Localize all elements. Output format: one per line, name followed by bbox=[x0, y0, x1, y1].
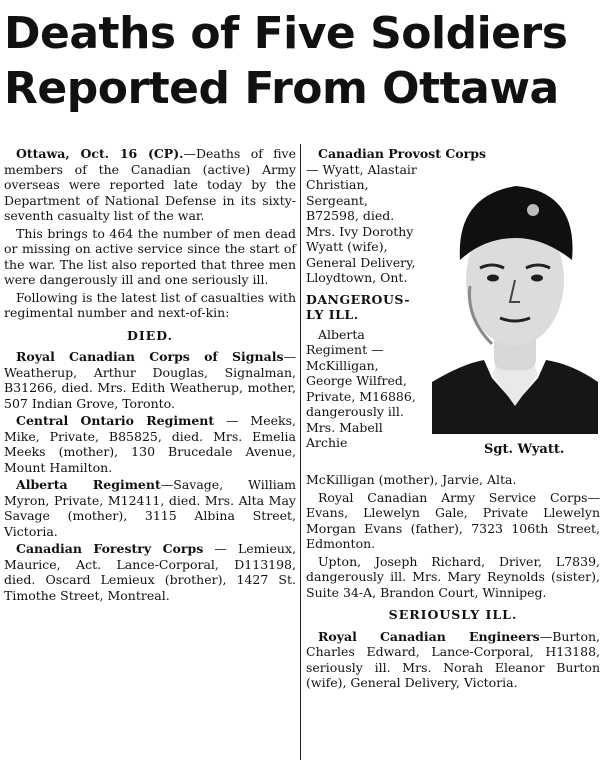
provost-entry bbox=[306, 146, 598, 162]
died-heading: DIED. bbox=[127, 327, 173, 343]
entry-4-unit: Canadian Forestry Corps bbox=[16, 541, 204, 556]
alberta-entry: Alberta Regiment — McKilligan, George Wilfred, Private, M16886, dangerously ill. Mrs. Mabell Archie bbox=[306, 326, 416, 450]
entry-3-unit: Alberta Regiment bbox=[16, 477, 161, 492]
entry-2-unit: Central Ontario Regiment bbox=[16, 413, 215, 428]
rce-entry bbox=[306, 629, 600, 691]
died-entry-2 bbox=[4, 413, 296, 475]
dangerously-heading-line-1: DANGEROUS- bbox=[306, 291, 411, 307]
column-divider bbox=[300, 144, 301, 760]
died-entry-3 bbox=[4, 477, 296, 539]
rce-text: —Burton, Charles Edward, Lance-Corporal, H13188, seriously ill. Mrs. Norah Eleanor Burton (wife), General Delivery, Victoria. bbox=[306, 628, 600, 690]
entry-1-text: —Weatherup, Arthur Douglas, Signalman, B31266, died. Mrs. Edith Weatherup, mother, 507 Indian Grove, Toronto. bbox=[4, 349, 296, 411]
right-column-lower bbox=[306, 472, 600, 693]
entry-3-text: —Savage, William Myron, Private, M12411, died. Mrs. Alta May Savage (mother), 3115 Albina Street, Victoria. bbox=[4, 477, 296, 539]
dateline: Ottawa, Oct. 16 (CP). bbox=[16, 146, 184, 161]
headline-line-1: Deaths of Five Soldiers bbox=[4, 8, 568, 59]
lead-paragraph bbox=[4, 146, 296, 224]
entry-4-text: — Lemieux, Maurice, Act. Lance-Corporal, D113198, died. Oscard Lemieux (brother), 1427 St. Timothe Street, Montreal. bbox=[4, 541, 296, 603]
alberta-continued: McKilligan (mother), Jarvie, Alta. bbox=[306, 472, 517, 487]
soldier-photo bbox=[432, 168, 598, 434]
dangerously-heading-line-2: LY ILL. bbox=[306, 307, 359, 322]
headline-line-2: Reported From Ottawa bbox=[4, 63, 559, 114]
rce-unit: Royal Canadian Engineers bbox=[318, 628, 540, 644]
provost-unit: Canadian Provost Corps bbox=[318, 146, 486, 161]
entry-2-text: — Meeks, Mike, Private, B85825, died. Mrs. Emelia Meeks (mother), 130 Brucedale Avenue, Mount Hamilton. bbox=[4, 413, 296, 475]
photo-caption: Sgt. Wyatt. bbox=[484, 442, 565, 457]
left-eye bbox=[487, 275, 499, 282]
paragraph-3: Following is the latest list of casualties with regimental number and next-of-kin: bbox=[4, 289, 296, 320]
paragraph-2: This brings to 464 the number of men dead or missing on active service since the start of the war. The list also reported that three men were dangerously ill and one seriously ill. bbox=[4, 225, 296, 287]
entry-1-unit: Royal Canadian Corps of Signals bbox=[16, 349, 284, 364]
seriously-ill-heading: SERIOUSLY ILL. bbox=[388, 607, 518, 622]
headline bbox=[4, 6, 600, 116]
rcasc-entry: Royal Canadian Army Service Corps—Evans, Llewelyn Gale, Private Llewelyn Morgan Evans (father), 7323 106th Street, Edmonton. bbox=[306, 489, 600, 551]
cap-badge bbox=[527, 204, 539, 216]
upton-entry: Upton, Joseph Richard, Driver, L7839, dangerously ill. Mrs. Mary Reynolds (sister), Suite 34-A, Brandon Court, Winnipeg. bbox=[306, 553, 600, 600]
left-column bbox=[4, 146, 296, 605]
provost-text: — Wyatt, Alastair Christian, Sergeant, B72598, died. Mrs. Ivy Dorothy Wyatt (wife), General Delivery, Lloydtown, Ont. bbox=[306, 161, 417, 285]
died-entry-1 bbox=[4, 349, 296, 411]
lead-text: —Deaths of five members of the Canadian (active) Army overseas were reported late today by the Department of National Defense in its sixty-seventh casualty list of the war. bbox=[4, 146, 296, 223]
right-eye bbox=[531, 275, 543, 282]
died-entry-4 bbox=[4, 541, 296, 603]
